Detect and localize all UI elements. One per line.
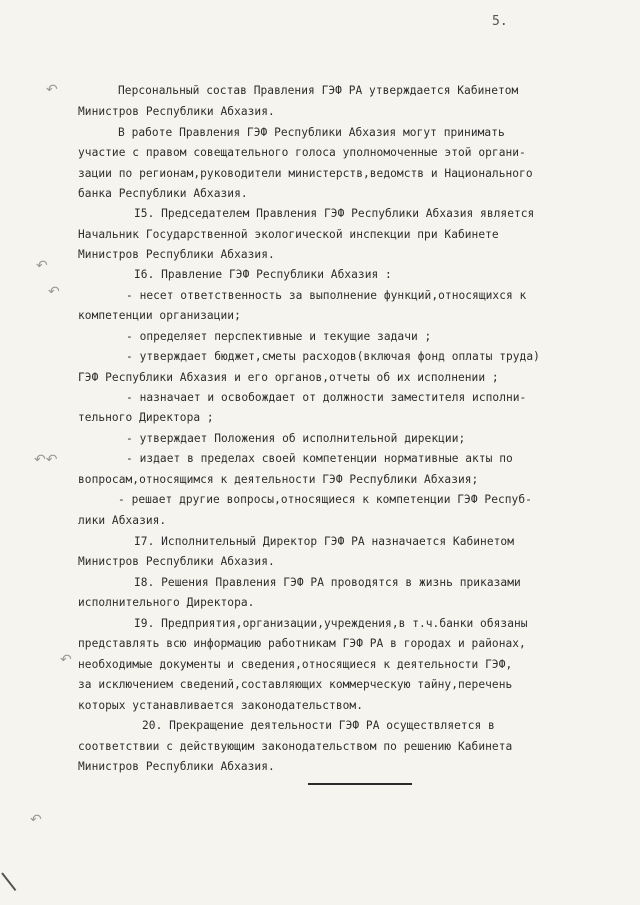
- text-line: - определяет перспективные и текущие задачи ;: [126, 330, 432, 343]
- text-line: соответствии с действующим законодательством по решению Кабинета: [78, 740, 513, 753]
- text-line: за исключением сведений,составляющих коммерческую тайну,перечень: [78, 678, 513, 691]
- text-line: необходимые документы и сведения,относящиеся к деятельности ГЭФ,: [78, 658, 513, 671]
- text-line: I5. Председателем Правления ГЭФ Республики Абхазия является: [134, 207, 535, 220]
- page-number: 5.: [492, 14, 508, 29]
- text-line: которых устанавливается законодательством.: [78, 699, 363, 712]
- text-line: - издает в пределах своей компетенции нормативные акты по: [126, 452, 513, 465]
- margin-mark: ↶: [48, 284, 60, 300]
- text-line: компетенции организации;: [78, 309, 241, 322]
- margin-mark: ↶: [30, 812, 42, 828]
- text-line: - утверждает Положения об исполнительной дирекции;: [126, 432, 466, 445]
- margin-mark: ↶: [60, 652, 72, 668]
- text-line: Персональный состав Правления ГЭФ РА утверждается Кабинетом: [118, 84, 519, 97]
- text-line: Министров Республики Абхазия.: [78, 760, 275, 773]
- text-line: тельного Директора ;: [78, 411, 214, 424]
- text-line: - несет ответственность за выполнение функций,относящихся к: [126, 289, 527, 302]
- text-line: лики Абхазия.: [78, 514, 167, 527]
- text-line: - утверждает бюджет,сметы расходов(включая фонд оплаты труда): [126, 350, 540, 363]
- text-line: вопросам,относящимся к деятельности ГЭФ Республики Абхазия;: [78, 473, 479, 486]
- text-line: I7. Исполнительный Директор ГЭФ РА назначается Кабинетом: [134, 535, 514, 548]
- text-line: I9. Предприятия,организации,учреждения,в т.ч.банки обязаны: [134, 617, 528, 630]
- end-divider: [308, 783, 412, 785]
- margin-mark: ↶: [36, 258, 48, 274]
- text-line: Министров Республики Абхазия.: [78, 555, 275, 568]
- text-line: - решает другие вопросы,относящиеся к компетенции ГЭФ Респуб-: [118, 493, 532, 506]
- text-line: 20. Прекращение деятельности ГЭФ РА осуществляется в: [142, 719, 495, 732]
- binding-line: [1, 872, 16, 891]
- text-line: Начальник Государственной экологической инспекции при Кабинете: [78, 228, 499, 241]
- text-line: зации по регионам,руководители министерств,ведомств и Национального: [78, 167, 533, 180]
- text-line: банка Республики Абхазия.: [78, 187, 248, 200]
- text-line: I6. Правление ГЭФ Республики Абхазия :: [134, 268, 392, 281]
- text-line: Министров Республики Абхазия.: [78, 105, 275, 118]
- text-line: Министров Республики Абхазия.: [78, 248, 275, 261]
- text-line: участие с правом совещательного голоса уполномоченные этой органи-: [78, 146, 526, 159]
- text-line: В работе Правления ГЭФ Республики Абхазия могут принимать: [118, 126, 505, 139]
- margin-mark: ↶: [46, 82, 58, 98]
- text-line: - назначает и освобождает от должности заместителя исполни-: [126, 391, 527, 404]
- text-line: I8. Решения Правления ГЭФ РА проводятся в жизнь приказами: [134, 576, 521, 589]
- text-line: представлять всю информацию работникам ГЭФ РА в городах и районах,: [78, 637, 526, 650]
- text-line: ГЭФ Республики Абхазия и его органов,отчеты об их исполнении ;: [78, 371, 499, 384]
- text-line: исполнительного Директора.: [78, 596, 255, 609]
- margin-mark: ↶↶: [34, 452, 58, 468]
